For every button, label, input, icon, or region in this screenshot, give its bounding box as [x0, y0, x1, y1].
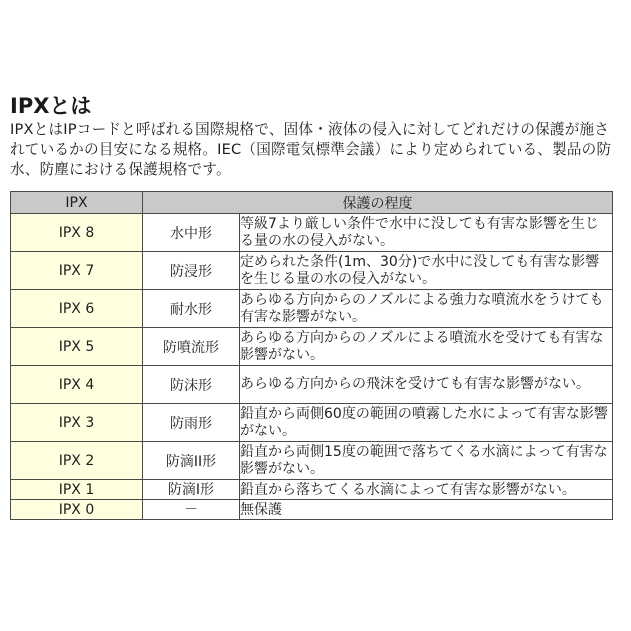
ipx-code: IPX 7 — [11, 252, 143, 290]
ipx-code: IPX 8 — [11, 214, 143, 252]
table-row — [11, 500, 613, 520]
protection-type: 防浸形 — [143, 252, 240, 290]
table-row — [11, 404, 613, 442]
ipx-code: IPX 0 — [11, 500, 143, 520]
protection-description: 等級7より厳しい条件で水中に没しても有害な影響を生じる量の水の侵入がない。 — [240, 214, 613, 252]
protection-type: 防滴II形 — [143, 442, 240, 480]
ipx-code: IPX 6 — [11, 290, 143, 328]
ipx-code: IPX 1 — [11, 480, 143, 500]
table-row — [11, 442, 613, 480]
protection-type: － — [143, 500, 240, 520]
intro-paragraph: IPXとはIPコードと呼ばれる国際規格で、固体・液体の侵入に対してどれだけの保護が施されているかの目安になる規格。IEC（国際電気標準会議）により定められている、製品の防水、防塵における保護規格です。 — [10, 121, 612, 178]
ipx-code: IPX 5 — [11, 328, 143, 366]
ipx-code: IPX 3 — [11, 404, 143, 442]
protection-type: 水中形 — [143, 214, 240, 252]
ipx-article — [10, 92, 612, 520]
protection-type: 防滴I形 — [143, 480, 240, 500]
protection-type: 耐水形 — [143, 290, 240, 328]
table-row — [11, 290, 613, 328]
table-row — [11, 366, 613, 404]
ipx-table — [10, 191, 613, 520]
protection-description: あらゆる方向からの飛沫を受けても有害な影響がない。 — [240, 366, 613, 404]
protection-description: あらゆる方向からのノズルによる噴流水を受けても有害な影響がない。 — [240, 328, 613, 366]
protection-description: 鉛直から両側15度の範囲で落ちてくる水滴によって有害な影響がない。 — [240, 442, 613, 480]
page-title: IPXとは — [10, 94, 92, 118]
protection-type: 防雨形 — [143, 404, 240, 442]
protection-description: 定められた条件(1m、30分)で水中に没しても有害な影響を生じる量の水の侵入がない。 — [240, 252, 613, 290]
protection-type: 防沫形 — [143, 366, 240, 404]
ipx-code: IPX 2 — [11, 442, 143, 480]
table-row — [11, 480, 613, 500]
header-ipx: IPX — [11, 192, 143, 214]
table-row — [11, 252, 613, 290]
protection-description: 鉛直から落ちてくる水滴によって有害な影響がない。 — [240, 480, 613, 500]
table-header-row — [11, 192, 613, 214]
protection-type: 防噴流形 — [143, 328, 240, 366]
protection-description: 鉛直から両側60度の範囲の噴霧した水によって有害な影響がない。 — [240, 404, 613, 442]
protection-description: あらゆる方向からのノズルによる強力な噴流水をうけても有害な影響がない。 — [240, 290, 613, 328]
protection-description: 無保護 — [240, 500, 613, 520]
header-protection-level: 保護の程度 — [143, 192, 613, 214]
ipx-code: IPX 4 — [11, 366, 143, 404]
table-row — [11, 328, 613, 366]
table-row — [11, 214, 613, 252]
